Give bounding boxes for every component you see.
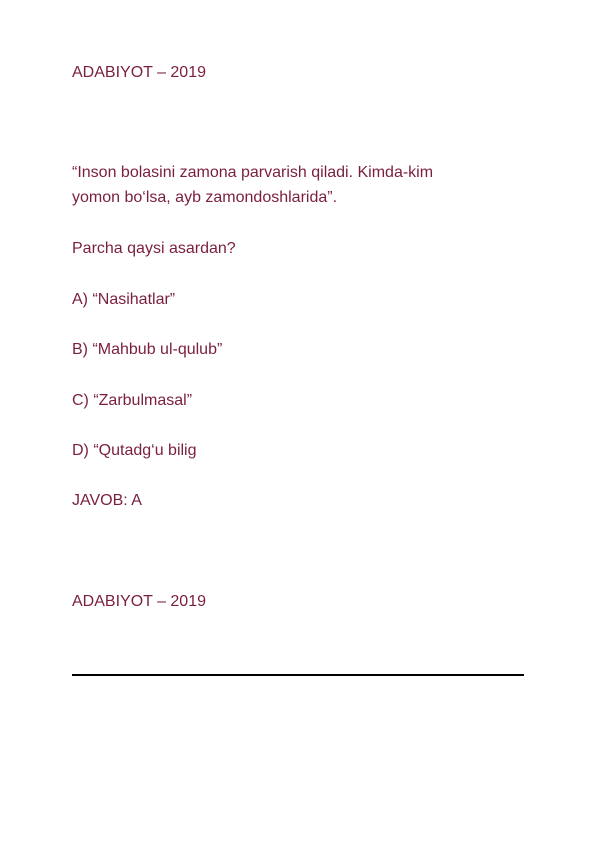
- option-c: C) “Zarbulmasal”: [72, 392, 193, 409]
- option-b: B) “Mahbub ul-qulub”: [72, 341, 223, 358]
- option-a: A) “Nasihatlar”: [72, 291, 176, 308]
- quote-line: yomon bo‘lsa, ayb zamondoshlarida”.: [72, 189, 338, 206]
- option-d: D) “Qutadg‘u bilig: [72, 442, 197, 459]
- quote-passage: [72, 160, 512, 210]
- quote-line: “Inson bolasini zamona parvarish qiladi. Kimda-kim: [72, 164, 434, 181]
- answer-text: JAVOB: A: [72, 492, 142, 509]
- section-header: ADABIYOT – 2019: [72, 593, 206, 610]
- section-header: ADABIYOT – 2019: [72, 64, 206, 81]
- horizontal-rule: [72, 674, 524, 676]
- question-text: Parcha qaysi asardan?: [72, 240, 236, 257]
